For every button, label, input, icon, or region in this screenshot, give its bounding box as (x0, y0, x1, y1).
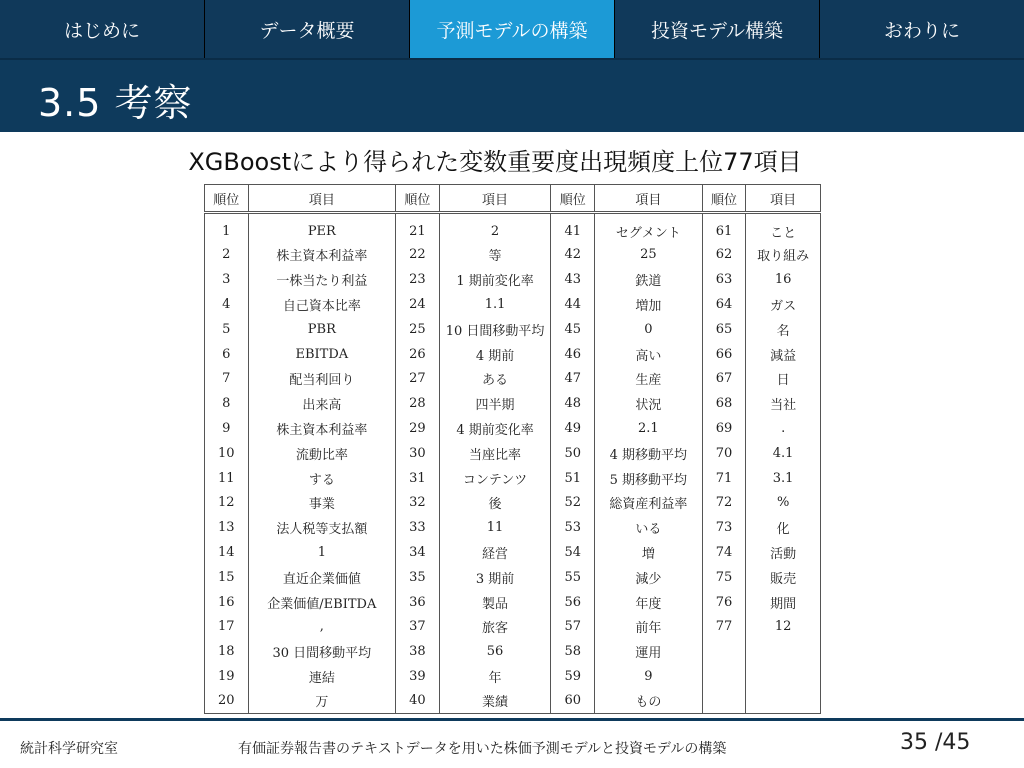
rank-cell: 14 (205, 540, 249, 565)
nav-tab-4[interactable]: 投資モデル構築 (615, 0, 820, 58)
item-cell: 当座比率 (439, 441, 551, 466)
rank-cell: 8 (205, 391, 249, 416)
rank-cell: 3 (205, 267, 249, 292)
rank-cell: 16 (205, 590, 249, 615)
rank-cell: 69 (702, 416, 746, 441)
rank-cell: 26 (396, 342, 440, 367)
item-cell: 3 期前 (439, 565, 551, 590)
item-cell (746, 639, 821, 664)
table-row (205, 639, 821, 664)
item-cell: 2 (439, 213, 551, 243)
footer-presentation-title: 有価証券報告書のテキストデータを用いた株価予測モデルと投資モデルの構築 (238, 741, 727, 757)
title-banner (0, 58, 1024, 132)
item-cell: 10 日間移動平均 (439, 317, 551, 342)
item-cell: 株主資本利益率 (248, 243, 395, 268)
item-cell (746, 689, 821, 714)
rank-cell: 37 (396, 614, 440, 639)
rank-cell: 76 (702, 590, 746, 615)
item-cell: 出来高 (248, 391, 395, 416)
item-cell: PBR (248, 317, 395, 342)
rank-cell: 73 (702, 515, 746, 540)
rank-cell: 67 (702, 366, 746, 391)
item-cell: 販売 (746, 565, 821, 590)
rank-cell: 75 (702, 565, 746, 590)
item-cell: 運用 (595, 639, 703, 664)
item-cell: 自己資本比率 (248, 292, 395, 317)
item-cell: 1 期前変化率 (439, 267, 551, 292)
item-cell: いる (595, 515, 703, 540)
item-cell: 鉄道 (595, 267, 703, 292)
item-cell: 前年 (595, 614, 703, 639)
rank-cell: 62 (702, 243, 746, 268)
header-item: 項目 (595, 185, 703, 213)
item-cell: 減益 (746, 342, 821, 367)
rank-cell: 2 (205, 243, 249, 268)
item-cell: 4 期移動平均 (595, 441, 703, 466)
item-cell: 4.1 (746, 441, 821, 466)
rank-cell: 77 (702, 614, 746, 639)
table-row (205, 441, 821, 466)
header-rank: 順位 (702, 185, 746, 213)
footer-divider (0, 718, 1024, 721)
rank-cell: 6 (205, 342, 249, 367)
item-cell: 3.1 (746, 466, 821, 491)
table-row (205, 416, 821, 441)
rank-cell: 66 (702, 342, 746, 367)
nav-tab-1[interactable]: はじめに (0, 0, 205, 58)
footer-lab-name: 統計科学研究室 (20, 741, 118, 757)
rank-cell: 64 (702, 292, 746, 317)
header-item: 項目 (746, 185, 821, 213)
rank-cell: 34 (396, 540, 440, 565)
item-cell: コンテンツ (439, 466, 551, 491)
item-cell: ある (439, 366, 551, 391)
item-cell: 1.1 (439, 292, 551, 317)
rank-cell: 39 (396, 664, 440, 689)
item-cell: 名 (746, 317, 821, 342)
rank-cell (702, 639, 746, 664)
item-cell: 16 (746, 267, 821, 292)
table-row (205, 565, 821, 590)
item-cell: こと (746, 213, 821, 243)
rank-cell: 24 (396, 292, 440, 317)
table-row (205, 213, 821, 243)
item-cell: 総資産利益率 (595, 490, 703, 515)
item-cell: 活動 (746, 540, 821, 565)
item-cell: % (746, 490, 821, 515)
table-row (205, 614, 821, 639)
item-cell: する (248, 466, 395, 491)
rank-cell: 56 (551, 590, 595, 615)
item-cell: 高い (595, 342, 703, 367)
importance-ranking-table (204, 184, 821, 714)
item-cell: 11 (439, 515, 551, 540)
item-cell: 経営 (439, 540, 551, 565)
table-row (205, 366, 821, 391)
item-cell: 1 (248, 540, 395, 565)
rank-cell: 13 (205, 515, 249, 540)
item-cell: 四半期 (439, 391, 551, 416)
item-cell: 0 (595, 317, 703, 342)
rank-cell: 25 (396, 317, 440, 342)
rank-cell: 11 (205, 466, 249, 491)
table-row (205, 342, 821, 367)
slide-title: 3.5 考察 (38, 81, 193, 125)
item-cell: 状況 (595, 391, 703, 416)
rank-cell: 18 (205, 639, 249, 664)
item-cell: 法人税等支払額 (248, 515, 395, 540)
item-cell: ガス (746, 292, 821, 317)
rank-cell: 74 (702, 540, 746, 565)
item-cell: 増 (595, 540, 703, 565)
rank-cell: 44 (551, 292, 595, 317)
table-row (205, 267, 821, 292)
rank-cell: 33 (396, 515, 440, 540)
rank-cell: 59 (551, 664, 595, 689)
item-cell: , (248, 614, 395, 639)
item-cell: 期間 (746, 590, 821, 615)
nav-tab-2[interactable]: データ概要 (205, 0, 410, 58)
rank-cell: 53 (551, 515, 595, 540)
table-header-row (205, 185, 821, 213)
rank-cell: 30 (396, 441, 440, 466)
item-cell: セグメント (595, 213, 703, 243)
item-cell: 一株当たり利益 (248, 267, 395, 292)
rank-cell: 4 (205, 292, 249, 317)
header-rank: 順位 (396, 185, 440, 213)
rank-cell: 47 (551, 366, 595, 391)
item-cell: 4 期前変化率 (439, 416, 551, 441)
rank-cell: 43 (551, 267, 595, 292)
rank-cell: 12 (205, 490, 249, 515)
table-row (205, 490, 821, 515)
rank-cell: 36 (396, 590, 440, 615)
item-cell: 化 (746, 515, 821, 540)
item-cell: 直近企業価値 (248, 565, 395, 590)
header-item: 項目 (248, 185, 395, 213)
item-cell: 後 (439, 490, 551, 515)
item-cell: 連結 (248, 664, 395, 689)
rank-cell: 27 (396, 366, 440, 391)
item-cell: 企業価値/EBITDA (248, 590, 395, 615)
header-rank: 順位 (205, 185, 249, 213)
rank-cell: 32 (396, 490, 440, 515)
rank-cell: 35 (396, 565, 440, 590)
item-cell: 配当利回り (248, 366, 395, 391)
item-cell: 増加 (595, 292, 703, 317)
rank-cell: 40 (396, 689, 440, 714)
table-row (205, 317, 821, 342)
table-row (205, 590, 821, 615)
rank-cell: 54 (551, 540, 595, 565)
item-cell: 業績 (439, 689, 551, 714)
table-body (205, 213, 821, 714)
header-rank: 順位 (551, 185, 595, 213)
rank-cell: 45 (551, 317, 595, 342)
rank-cell (702, 664, 746, 689)
rank-cell: 28 (396, 391, 440, 416)
rank-cell: 63 (702, 267, 746, 292)
item-cell: 事業 (248, 490, 395, 515)
item-cell: 株主資本利益率 (248, 416, 395, 441)
table-row (205, 292, 821, 317)
table-row (205, 540, 821, 565)
rank-cell: 10 (205, 441, 249, 466)
table-row (205, 391, 821, 416)
item-cell: 旅客 (439, 614, 551, 639)
top-nav (0, 0, 1024, 58)
item-cell: 取り組み (746, 243, 821, 268)
item-cell (746, 664, 821, 689)
rank-cell: 50 (551, 441, 595, 466)
table-row (205, 664, 821, 689)
item-cell: . (746, 416, 821, 441)
header-item: 項目 (439, 185, 551, 213)
rank-cell: 48 (551, 391, 595, 416)
item-cell: EBITDA (248, 342, 395, 367)
item-cell: 4 期前 (439, 342, 551, 367)
rank-cell: 49 (551, 416, 595, 441)
rank-cell: 23 (396, 267, 440, 292)
table-row (205, 515, 821, 540)
item-cell: 日 (746, 366, 821, 391)
rank-cell: 65 (702, 317, 746, 342)
item-cell: 9 (595, 664, 703, 689)
item-cell: もの (595, 689, 703, 714)
table-row (205, 689, 821, 714)
item-cell: 2.1 (595, 416, 703, 441)
rank-cell: 51 (551, 466, 595, 491)
importance-table-container (204, 184, 821, 712)
rank-cell: 41 (551, 213, 595, 243)
rank-cell: 22 (396, 243, 440, 268)
item-cell: 5 期移動平均 (595, 466, 703, 491)
table-row (205, 243, 821, 268)
rank-cell: 42 (551, 243, 595, 268)
item-cell: PER (248, 213, 395, 243)
rank-cell: 58 (551, 639, 595, 664)
rank-cell: 55 (551, 565, 595, 590)
item-cell: 流動比率 (248, 441, 395, 466)
rank-cell: 61 (702, 213, 746, 243)
item-cell: 万 (248, 689, 395, 714)
item-cell: 等 (439, 243, 551, 268)
nav-tab-5[interactable]: おわりに (820, 0, 1024, 58)
rank-cell: 71 (702, 466, 746, 491)
item-cell: 年度 (595, 590, 703, 615)
page-number: 35 /45 (900, 730, 971, 755)
item-cell: 12 (746, 614, 821, 639)
rank-cell: 46 (551, 342, 595, 367)
rank-cell: 19 (205, 664, 249, 689)
rank-cell (702, 689, 746, 714)
rank-cell: 1 (205, 213, 249, 243)
item-cell: 減少 (595, 565, 703, 590)
rank-cell: 38 (396, 639, 440, 664)
rank-cell: 29 (396, 416, 440, 441)
rank-cell: 60 (551, 689, 595, 714)
rank-cell: 20 (205, 689, 249, 714)
rank-cell: 52 (551, 490, 595, 515)
item-cell: 年 (439, 664, 551, 689)
item-cell: 56 (439, 639, 551, 664)
item-cell: 生産 (595, 366, 703, 391)
item-cell: 30 日間移動平均 (248, 639, 395, 664)
item-cell: 25 (595, 243, 703, 268)
rank-cell: 5 (205, 317, 249, 342)
item-cell: 当社 (746, 391, 821, 416)
rank-cell: 15 (205, 565, 249, 590)
rank-cell: 21 (396, 213, 440, 243)
nav-tab-3[interactable]: 予測モデルの構築 (410, 0, 615, 58)
rank-cell: 57 (551, 614, 595, 639)
rank-cell: 9 (205, 416, 249, 441)
rank-cell: 72 (702, 490, 746, 515)
table-row (205, 466, 821, 491)
rank-cell: 31 (396, 466, 440, 491)
rank-cell: 7 (205, 366, 249, 391)
table-caption: XGBoostにより得られた変数重要度出現頻度上位77項目 (188, 148, 802, 176)
rank-cell: 17 (205, 614, 249, 639)
rank-cell: 70 (702, 441, 746, 466)
rank-cell: 68 (702, 391, 746, 416)
item-cell: 製品 (439, 590, 551, 615)
